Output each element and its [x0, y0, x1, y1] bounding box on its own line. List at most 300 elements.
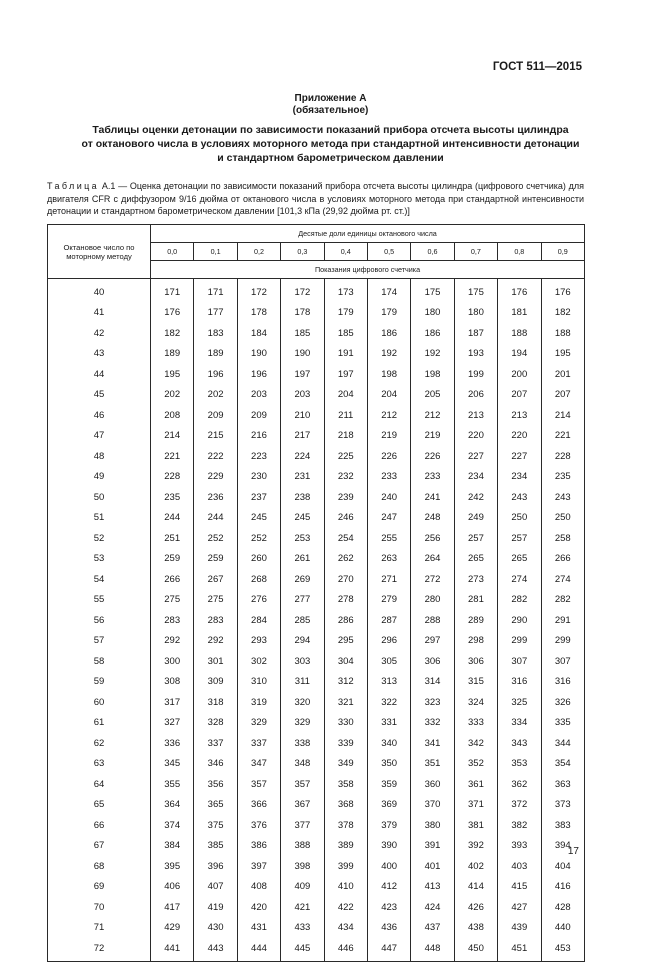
counter-value-cell: 355	[151, 774, 194, 795]
counter-value-cell: 367	[281, 795, 324, 816]
table-row	[48, 610, 585, 631]
counter-value-cell: 374	[151, 815, 194, 836]
counter-value-cell: 249	[454, 508, 497, 529]
counter-value-cell: 322	[367, 692, 410, 713]
counter-value-cell: 256	[411, 528, 454, 549]
counter-value-cell: 283	[151, 610, 194, 631]
counter-value-cell: 247	[367, 508, 410, 529]
counter-value-cell: 351	[411, 754, 454, 775]
counter-value-cell: 384	[151, 836, 194, 857]
counter-value-cell: 353	[498, 754, 541, 775]
counter-value-cell: 370	[411, 795, 454, 816]
counter-value-cell: 285	[281, 610, 324, 631]
counter-value-cell: 447	[367, 938, 410, 961]
counter-value-cell: 269	[281, 569, 324, 590]
octane-cell: 57	[48, 631, 151, 652]
counter-value-cell: 346	[194, 754, 237, 775]
octane-cell: 58	[48, 651, 151, 672]
counter-value-cell: 202	[194, 385, 237, 406]
tenths-header-cell: 0,2	[237, 243, 280, 261]
counter-value-cell: 228	[541, 446, 585, 467]
annex-title: Приложение А	[294, 93, 367, 104]
counter-value-cell: 326	[541, 692, 585, 713]
counter-value-cell: 417	[151, 897, 194, 918]
counter-value-cell: 274	[498, 569, 541, 590]
counter-value-cell: 176	[541, 279, 585, 303]
counter-value-cell: 444	[237, 938, 280, 961]
counter-value-cell: 180	[411, 303, 454, 324]
counter-header: Показания цифрового счетчика	[151, 261, 585, 279]
counter-value-cell: 248	[411, 508, 454, 529]
page-number: 17	[567, 846, 579, 857]
counter-value-cell: 407	[194, 877, 237, 898]
counter-value-cell: 310	[237, 672, 280, 693]
counter-value-cell: 244	[151, 508, 194, 529]
octane-cell: 55	[48, 590, 151, 611]
counter-value-cell: 204	[367, 385, 410, 406]
counter-value-cell: 420	[237, 897, 280, 918]
tenths-header-cell: 0,4	[324, 243, 367, 261]
counter-value-cell: 255	[367, 528, 410, 549]
counter-value-cell: 316	[498, 672, 541, 693]
octane-cell: 51	[48, 508, 151, 529]
table-row	[48, 364, 585, 385]
counter-value-cell: 173	[324, 279, 367, 303]
counter-value-cell: 246	[324, 508, 367, 529]
counter-value-cell: 287	[367, 610, 410, 631]
counter-value-cell: 214	[541, 405, 585, 426]
counter-value-cell: 294	[281, 631, 324, 652]
counter-value-cell: 220	[454, 426, 497, 447]
counter-value-cell: 307	[541, 651, 585, 672]
counter-value-cell: 276	[237, 590, 280, 611]
counter-value-cell: 316	[541, 672, 585, 693]
counter-value-cell: 293	[237, 631, 280, 652]
counter-value-cell: 238	[281, 487, 324, 508]
counter-value-cell: 209	[194, 405, 237, 426]
counter-value-cell: 292	[194, 631, 237, 652]
counter-value-cell: 203	[237, 385, 280, 406]
counter-value-cell: 304	[324, 651, 367, 672]
octane-cell: 48	[48, 446, 151, 467]
counter-value-cell: 245	[281, 508, 324, 529]
counter-value-cell: 282	[498, 590, 541, 611]
counter-value-cell: 262	[324, 549, 367, 570]
octane-column-header: Октановое число по моторному методу	[48, 225, 151, 279]
counter-value-cell: 280	[411, 590, 454, 611]
counter-value-cell: 252	[194, 528, 237, 549]
counter-value-cell: 296	[367, 631, 410, 652]
table-row	[48, 405, 585, 426]
counter-value-cell: 303	[281, 651, 324, 672]
counter-value-cell: 403	[498, 856, 541, 877]
counter-value-cell: 416	[541, 877, 585, 898]
annex-status: (обязательное)	[292, 105, 369, 116]
counter-value-cell: 443	[194, 938, 237, 961]
counter-value-cell: 348	[281, 754, 324, 775]
counter-value-cell: 212	[411, 405, 454, 426]
counter-value-cell: 283	[194, 610, 237, 631]
counter-value-cell: 385	[194, 836, 237, 857]
counter-value-cell: 225	[324, 446, 367, 467]
counter-value-cell: 205	[411, 385, 454, 406]
counter-value-cell: 439	[498, 918, 541, 939]
table-row	[48, 713, 585, 734]
main-title-line-3: и стандартном барометрическом давлении	[217, 152, 444, 164]
counter-value-cell: 362	[498, 774, 541, 795]
counter-value-cell: 324	[454, 692, 497, 713]
counter-value-cell: 412	[367, 877, 410, 898]
counter-value-cell: 358	[324, 774, 367, 795]
octane-cell: 59	[48, 672, 151, 693]
counter-value-cell: 298	[454, 631, 497, 652]
counter-value-cell: 404	[541, 856, 585, 877]
tenths-header-cell: 0,8	[498, 243, 541, 261]
octane-cell: 65	[48, 795, 151, 816]
counter-value-cell: 171	[151, 279, 194, 303]
octane-cell: 60	[48, 692, 151, 713]
counter-value-cell: 375	[194, 815, 237, 836]
counter-value-cell: 184	[237, 323, 280, 344]
counter-value-cell: 400	[367, 856, 410, 877]
tenths-header-cell: 0,6	[411, 243, 454, 261]
counter-value-cell: 343	[498, 733, 541, 754]
counter-value-cell: 393	[498, 836, 541, 857]
counter-value-cell: 257	[498, 528, 541, 549]
counter-value-cell: 325	[498, 692, 541, 713]
counter-value-cell: 335	[541, 713, 585, 734]
counter-value-cell: 206	[454, 385, 497, 406]
counter-value-cell: 193	[454, 344, 497, 365]
counter-value-cell: 266	[541, 549, 585, 570]
counter-value-cell: 278	[324, 590, 367, 611]
counter-value-cell: 315	[454, 672, 497, 693]
counter-value-cell: 398	[281, 856, 324, 877]
counter-value-cell: 211	[324, 405, 367, 426]
counter-value-cell: 263	[367, 549, 410, 570]
counter-value-cell: 216	[237, 426, 280, 447]
counter-value-cell: 413	[411, 877, 454, 898]
counter-value-cell: 188	[541, 323, 585, 344]
counter-value-cell: 397	[237, 856, 280, 877]
counter-value-cell: 338	[281, 733, 324, 754]
counter-value-cell: 201	[541, 364, 585, 385]
octane-cell: 52	[48, 528, 151, 549]
counter-value-cell: 363	[541, 774, 585, 795]
counter-value-cell: 332	[411, 713, 454, 734]
counter-value-cell: 175	[454, 279, 497, 303]
octane-cell: 54	[48, 569, 151, 590]
counter-value-cell: 275	[194, 590, 237, 611]
counter-value-cell: 197	[281, 364, 324, 385]
counter-value-cell: 185	[281, 323, 324, 344]
counter-value-cell: 219	[367, 426, 410, 447]
table-caption-label: Таблица	[47, 181, 100, 191]
counter-value-cell: 228	[151, 467, 194, 488]
counter-value-cell: 268	[237, 569, 280, 590]
table-row	[48, 303, 585, 324]
counter-value-cell: 271	[367, 569, 410, 590]
counter-value-cell: 236	[194, 487, 237, 508]
counter-value-cell: 261	[281, 549, 324, 570]
counter-value-cell: 195	[541, 344, 585, 365]
counter-value-cell: 180	[454, 303, 497, 324]
counter-value-cell: 229	[194, 467, 237, 488]
counter-value-cell: 189	[151, 344, 194, 365]
counter-value-cell: 222	[194, 446, 237, 467]
counter-value-cell: 320	[281, 692, 324, 713]
counter-value-cell: 196	[237, 364, 280, 385]
counter-value-cell: 217	[281, 426, 324, 447]
counter-value-cell: 267	[194, 569, 237, 590]
tenths-header-cell: 0,0	[151, 243, 194, 261]
counter-value-cell: 440	[541, 918, 585, 939]
counter-value-cell: 453	[541, 938, 585, 961]
counter-value-cell: 219	[411, 426, 454, 447]
octane-cell: 41	[48, 303, 151, 324]
octane-cell: 56	[48, 610, 151, 631]
counter-value-cell: 299	[498, 631, 541, 652]
counter-value-cell: 215	[194, 426, 237, 447]
counter-value-cell: 281	[454, 590, 497, 611]
counter-value-cell: 212	[367, 405, 410, 426]
counter-value-cell: 344	[541, 733, 585, 754]
counter-value-cell: 371	[454, 795, 497, 816]
octane-cell: 63	[48, 754, 151, 775]
counter-value-cell: 423	[367, 897, 410, 918]
counter-value-cell: 187	[454, 323, 497, 344]
main-title-line-2: от октанового числа в условиях моторного метода при стандартной интенсивности детонации	[81, 138, 580, 150]
annex-heading	[0, 93, 661, 117]
counter-value-cell: 171	[194, 279, 237, 303]
tenths-header-cell: 0,1	[194, 243, 237, 261]
counter-value-cell: 213	[454, 405, 497, 426]
counter-value-cell: 399	[324, 856, 367, 877]
counter-value-cell: 179	[367, 303, 410, 324]
counter-value-cell: 306	[411, 651, 454, 672]
counter-value-cell: 421	[281, 897, 324, 918]
tenths-header-cell: 0,3	[281, 243, 324, 261]
octane-cell: 71	[48, 918, 151, 939]
counter-value-cell: 308	[151, 672, 194, 693]
counter-value-cell: 446	[324, 938, 367, 961]
counter-value-cell: 388	[281, 836, 324, 857]
counter-value-cell: 204	[324, 385, 367, 406]
counter-value-cell: 250	[498, 508, 541, 529]
counter-value-cell: 395	[151, 856, 194, 877]
counter-value-cell: 235	[541, 467, 585, 488]
counter-value-cell: 340	[367, 733, 410, 754]
counter-value-cell: 369	[367, 795, 410, 816]
counter-value-cell: 329	[237, 713, 280, 734]
counter-value-cell: 305	[367, 651, 410, 672]
counter-value-cell: 376	[237, 815, 280, 836]
octane-cell: 45	[48, 385, 151, 406]
counter-value-cell: 342	[454, 733, 497, 754]
counter-value-cell: 438	[454, 918, 497, 939]
counter-value-cell: 192	[411, 344, 454, 365]
counter-value-cell: 364	[151, 795, 194, 816]
table-row	[48, 795, 585, 816]
octane-cell: 53	[48, 549, 151, 570]
table-row	[48, 631, 585, 652]
counter-value-cell: 194	[498, 344, 541, 365]
counter-value-cell: 394	[541, 836, 585, 857]
counter-value-cell: 191	[324, 344, 367, 365]
counter-value-cell: 334	[498, 713, 541, 734]
counter-value-cell: 357	[237, 774, 280, 795]
table-row	[48, 651, 585, 672]
counter-value-cell: 279	[367, 590, 410, 611]
counter-value-cell: 232	[324, 467, 367, 488]
counter-value-cell: 218	[324, 426, 367, 447]
counter-value-cell: 245	[237, 508, 280, 529]
counter-value-cell: 289	[454, 610, 497, 631]
counter-value-cell: 224	[281, 446, 324, 467]
counter-value-cell: 329	[281, 713, 324, 734]
counter-value-cell: 429	[151, 918, 194, 939]
counter-value-cell: 408	[237, 877, 280, 898]
octane-cell: 61	[48, 713, 151, 734]
counter-value-cell: 231	[281, 467, 324, 488]
counter-value-cell: 352	[454, 754, 497, 775]
counter-value-cell: 301	[194, 651, 237, 672]
counter-value-cell: 189	[194, 344, 237, 365]
counter-value-cell: 360	[411, 774, 454, 795]
counter-value-cell: 345	[151, 754, 194, 775]
counter-value-cell: 227	[498, 446, 541, 467]
table-row	[48, 569, 585, 590]
counter-value-cell: 265	[454, 549, 497, 570]
main-title-line-1: Таблицы оценки детонации по зависимости показаний прибора отсчета высоты цилиндра	[92, 124, 569, 136]
table-row	[48, 754, 585, 775]
counter-value-cell: 290	[498, 610, 541, 631]
counter-value-cell: 306	[454, 651, 497, 672]
counter-value-cell: 441	[151, 938, 194, 961]
counter-value-cell: 250	[541, 508, 585, 529]
counter-value-cell: 312	[324, 672, 367, 693]
counter-value-cell: 237	[237, 487, 280, 508]
counter-value-cell: 241	[411, 487, 454, 508]
counter-value-cell: 203	[281, 385, 324, 406]
table-row	[48, 487, 585, 508]
counter-value-cell: 172	[237, 279, 280, 303]
counter-value-cell: 415	[498, 877, 541, 898]
table-row	[48, 426, 585, 447]
counter-value-cell: 183	[194, 323, 237, 344]
counter-value-cell: 198	[367, 364, 410, 385]
table-caption	[47, 180, 584, 218]
octane-cell: 43	[48, 344, 151, 365]
counter-value-cell: 318	[194, 692, 237, 713]
table-row	[48, 856, 585, 877]
counter-value-cell: 292	[151, 631, 194, 652]
table-row	[48, 692, 585, 713]
counter-value-cell: 220	[498, 426, 541, 447]
counter-value-cell: 390	[367, 836, 410, 857]
counter-value-cell: 282	[541, 590, 585, 611]
counter-value-cell: 214	[151, 426, 194, 447]
counter-value-cell: 182	[151, 323, 194, 344]
counter-value-cell: 258	[541, 528, 585, 549]
counter-value-cell: 389	[324, 836, 367, 857]
octane-cell: 68	[48, 856, 151, 877]
counter-value-cell: 175	[411, 279, 454, 303]
counter-value-cell: 426	[454, 897, 497, 918]
table-row	[48, 467, 585, 488]
counter-value-cell: 286	[324, 610, 367, 631]
counter-value-cell: 430	[194, 918, 237, 939]
counter-value-cell: 445	[281, 938, 324, 961]
counter-value-cell: 349	[324, 754, 367, 775]
octane-cell: 62	[48, 733, 151, 754]
counter-value-cell: 307	[498, 651, 541, 672]
counter-value-cell: 406	[151, 877, 194, 898]
counter-value-cell: 200	[498, 364, 541, 385]
counter-value-cell: 336	[151, 733, 194, 754]
counter-value-cell: 448	[411, 938, 454, 961]
counter-value-cell: 174	[367, 279, 410, 303]
table-row	[48, 774, 585, 795]
counter-value-cell: 341	[411, 733, 454, 754]
detonation-table	[47, 224, 585, 962]
counter-value-cell: 234	[498, 467, 541, 488]
counter-value-cell: 233	[411, 467, 454, 488]
counter-value-cell: 230	[237, 467, 280, 488]
counter-value-cell: 383	[541, 815, 585, 836]
counter-value-cell: 210	[281, 405, 324, 426]
table-row	[48, 815, 585, 836]
counter-value-cell: 365	[194, 795, 237, 816]
table-row	[48, 672, 585, 693]
table-row	[48, 385, 585, 406]
counter-value-cell: 409	[281, 877, 324, 898]
counter-value-cell: 401	[411, 856, 454, 877]
counter-value-cell: 359	[367, 774, 410, 795]
counter-value-cell: 391	[411, 836, 454, 857]
counter-value-cell: 288	[411, 610, 454, 631]
counter-value-cell: 314	[411, 672, 454, 693]
counter-value-cell: 319	[237, 692, 280, 713]
counter-value-cell: 419	[194, 897, 237, 918]
counter-value-cell: 176	[498, 279, 541, 303]
octane-cell: 42	[48, 323, 151, 344]
counter-value-cell: 251	[151, 528, 194, 549]
counter-value-cell: 402	[454, 856, 497, 877]
counter-value-cell: 379	[367, 815, 410, 836]
counter-value-cell: 277	[281, 590, 324, 611]
counter-value-cell: 313	[367, 672, 410, 693]
counter-value-cell: 254	[324, 528, 367, 549]
counter-value-cell: 321	[324, 692, 367, 713]
counter-value-cell: 337	[194, 733, 237, 754]
counter-value-cell: 450	[454, 938, 497, 961]
counter-value-cell: 260	[237, 549, 280, 570]
tenths-header-cell: 0,5	[367, 243, 410, 261]
counter-value-cell: 414	[454, 877, 497, 898]
counter-value-cell: 195	[151, 364, 194, 385]
counter-value-cell: 199	[454, 364, 497, 385]
table-header	[48, 225, 585, 279]
counter-value-cell: 431	[237, 918, 280, 939]
octane-cell: 49	[48, 467, 151, 488]
counter-value-cell: 386	[237, 836, 280, 857]
main-title	[40, 123, 621, 165]
counter-value-cell: 253	[281, 528, 324, 549]
counter-value-cell: 433	[281, 918, 324, 939]
counter-value-cell: 265	[498, 549, 541, 570]
octane-cell: 72	[48, 938, 151, 961]
